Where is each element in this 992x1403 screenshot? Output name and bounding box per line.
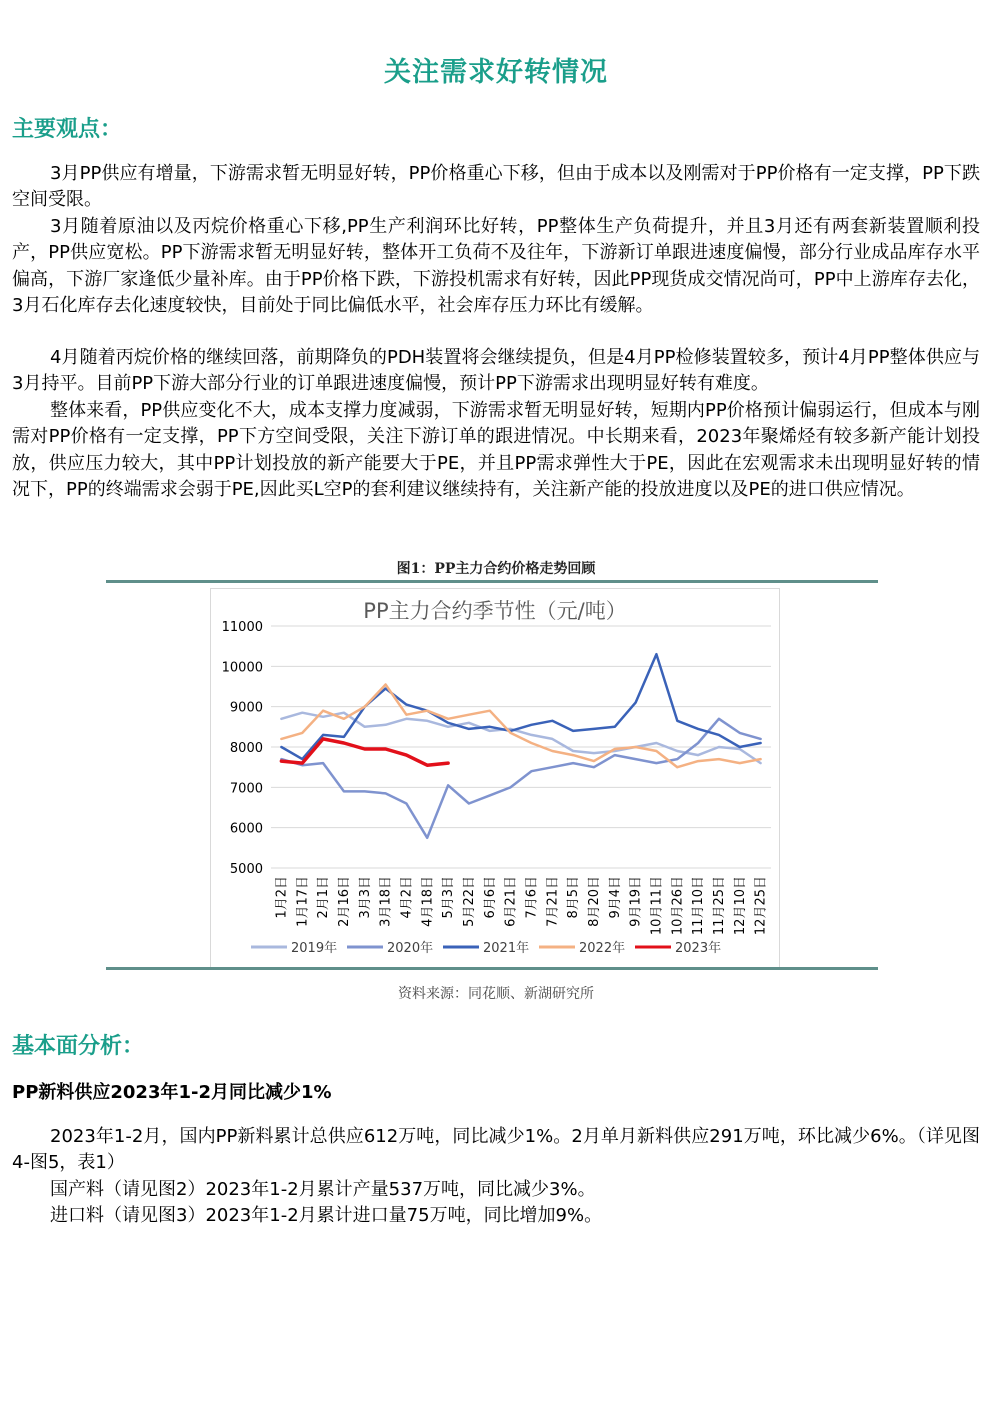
paragraph: 2023年1-2月，国内PP新料累计总供应612万吨，同比减少1%。2月单月新料供应291万吨，环比减少6%。（详见图4-图5，表1）: [12, 1126, 980, 1174]
x-tick-label: 10月11日: [649, 876, 665, 936]
legend-label: 2020年: [387, 941, 434, 956]
chart-container: [210, 588, 780, 968]
y-tick-label: 9000: [229, 700, 263, 716]
x-tick-label: 6月6日: [482, 876, 498, 919]
series-line-2023年: [281, 739, 448, 765]
x-tick-label: 3月3日: [357, 876, 373, 919]
x-tick-label: 3月18日: [378, 876, 394, 927]
legend-label: 2022年: [579, 941, 626, 956]
x-tick-label: 1月17日: [295, 876, 311, 927]
paragraph: 3月PP供应有增量，下游需求暂无明显好转，PP价格重心下移，但由于成本以及刚需对于PP价格有一定支撑，PP下跌空间受限。: [12, 163, 980, 211]
x-tick-label: 9月4日: [607, 876, 623, 919]
x-tick-label: 8月20日: [586, 876, 602, 927]
section-heading-fundamentals: 基本面分析：: [12, 1034, 145, 1059]
x-tick-label: 7月6日: [524, 876, 540, 919]
x-tick-label: 10月26日: [670, 876, 686, 936]
legend-label: 2023年: [675, 941, 722, 956]
x-tick-label: 2月16日: [336, 876, 352, 927]
y-tick-label: 10000: [221, 660, 263, 676]
chart-title: PP主力合约季节性（元/吨）: [363, 599, 627, 623]
x-tick-label: 5月3日: [441, 876, 457, 919]
y-tick-label: 11000: [221, 620, 263, 635]
section-heading-main-views: 主要观点：: [12, 117, 123, 142]
x-tick-label: 11月10日: [691, 876, 707, 936]
x-tick-label: 12月25日: [753, 876, 769, 936]
figure-caption: 图1：PP主力合约价格走势回顾: [396, 561, 596, 577]
x-tick-label: 4月18日: [420, 876, 436, 927]
x-tick-label: 12月10日: [732, 876, 748, 936]
paragraph: 进口料（请见图3）2023年1-2月累计进口量75万吨，同比增加9%。: [50, 1205, 603, 1226]
subheading-supply: PP新料供应2023年1-2月同比减少1%: [12, 1082, 332, 1103]
figure-bottom-rule: [106, 967, 878, 970]
x-tick-label: 11月25日: [711, 876, 727, 936]
legend-label: 2021年: [483, 941, 530, 956]
y-tick-label: 7000: [229, 781, 263, 797]
paragraph: 3月随着原油以及丙烷价格重心下移,PP生产利润环比好转，PP整体生产负荷提升，并且3月还有两套新装置顺利投产，PP供应宽松。PP下游需求暂无明显好转，整体开工负荷不及往年，下游新订单跟进速度偏慢，部分行业成品库存水平偏高，下游厂家逢低少量补库。由于PP价格下跌，下游投机需求有好转，因此PP现货成交情况尚可，PP中上游库存去化，3月石化库存去化速度较快，目前处于同比偏低水平，社会库存压力环比有缓解。: [12, 216, 980, 316]
paragraph: 国产料（请见图2）2023年1-2月累计产量537万吨，同比减少3%。: [50, 1179, 596, 1200]
paragraph: 4月随着丙烷价格的继续回落，前期降负的PDH装置将会继续提负，但是4月PP检修装置较多，预计4月PP整体供应与3月持平。目前PP下游大部分行业的订单跟进速度偏慢，预计PP下游需求出现明显好转有难度。: [12, 347, 980, 395]
paragraph: 整体来看，PP供应变化不大，成本支撑力度减弱，下游需求暂无明显好转，短期内PP价格预计偏弱运行，但成本与刚需对PP价格有一定支撑，PP下方空间受限，关注下游订单的跟进情况。中长期来看，2023年聚烯烃有较多新产能计划投放，供应压力较大，其中PP计划投放的新产能要大于PE，并且PP需求弹性大于PE，因此在宏观需求未出现明显好转的情况下，PP的终端需求会弱于PE,因此买L空P的套利建议继续持有，关注新产能的投放进度以及PE的进口供应情况。: [12, 400, 980, 500]
x-tick-label: 2月1日: [316, 876, 332, 919]
legend-label: 2019年: [291, 941, 338, 956]
x-tick-label: 8月5日: [566, 876, 582, 919]
x-tick-label: 4月2日: [399, 876, 415, 919]
pp-seasonal-chart: [211, 589, 779, 967]
figure-source: 资料来源：同花顺、新湖研究所: [398, 986, 594, 1002]
x-tick-label: 7月21日: [545, 876, 561, 927]
x-tick-label: 5月22日: [461, 876, 477, 927]
page-title: 关注需求好转情况: [384, 57, 608, 88]
y-tick-label: 6000: [229, 821, 263, 837]
y-tick-label: 8000: [229, 741, 263, 756]
x-tick-label: 6月21日: [503, 876, 519, 927]
y-tick-label: 5000: [229, 862, 263, 877]
figure-top-rule: [106, 580, 878, 583]
x-tick-label: 9月19日: [628, 876, 644, 927]
x-tick-label: 1月2日: [274, 876, 290, 919]
